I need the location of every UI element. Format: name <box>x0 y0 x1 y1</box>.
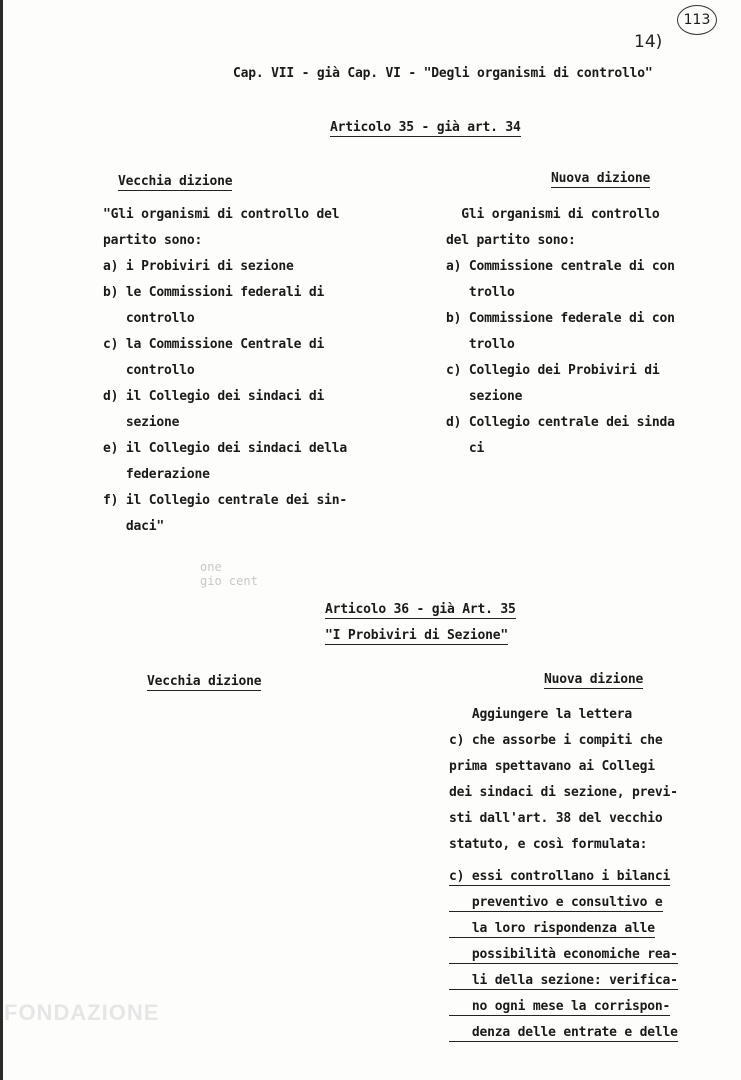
article36-quoted-line: c) essi controllano i bilanci <box>449 869 671 884</box>
article35-old-line: partito sono: <box>103 233 203 248</box>
article36-quoted-line: possibilità economiche rea- <box>449 947 678 962</box>
article36-intro-line: statuto, e così formulata: <box>449 837 648 852</box>
article36-intro-line: prima spettavano ai Collegi <box>449 759 655 774</box>
article36-title: Articolo 36 - già Art. 35 <box>325 602 516 617</box>
article35-old-line: f) il Collegio centrale dei sin- <box>103 493 348 508</box>
article35-old-line: b) le Commissioni federali di <box>103 285 325 300</box>
scan-edge <box>0 0 3 1080</box>
article35-new-label: Nuova dizione <box>551 171 651 186</box>
article35-new-line: d) Collegio centrale dei sinda <box>446 415 675 430</box>
article36-quoted-line: la loro rispondenza alle <box>449 921 655 936</box>
article35-new-line: del partito sono: <box>446 233 576 248</box>
article35-old-line: a) i Probiviri di sezione <box>103 259 294 274</box>
article35-new-line: Gli organismi di controllo <box>446 207 660 222</box>
article36-old-label: Vecchia dizione <box>147 674 262 689</box>
show-through-marks: one gio cent <box>200 560 258 588</box>
article36-quoted-line: preventivo e consultivo e <box>449 895 663 910</box>
article35-new-line: trollo <box>446 337 515 352</box>
article36-intro-line: sti dall'art. 38 del vecchio <box>449 811 663 826</box>
article35-new-line: a) Commissione centrale di con <box>446 259 675 274</box>
article35-old-line: e) il Collegio dei sindaci della <box>103 441 348 456</box>
article36-quoted-line: li della sezione: verifica- <box>449 973 678 988</box>
article36-quoted-line: no ogni mese la corrispon- <box>449 999 671 1014</box>
article36-intro-line: c) che assorbe i compiti che <box>449 733 663 748</box>
article35-new-line: sezione <box>446 389 523 404</box>
article35-old-line: controllo <box>103 311 195 326</box>
article35-old-line: controllo <box>103 363 195 378</box>
article35-old-line: daci" <box>103 519 165 534</box>
article35-old-line: "Gli organismi di controllo del <box>103 207 340 222</box>
article35-old-line: d) il Collegio dei sindaci di <box>103 389 325 404</box>
handwritten-page-number: 14) <box>634 32 663 52</box>
article35-new-line: trollo <box>446 285 515 300</box>
page-number-stamp: 113 <box>677 5 717 35</box>
article35-old-line: c) la Commissione Centrale di <box>103 337 325 352</box>
article35-new-line: c) Collegio dei Probiviri di <box>446 363 660 378</box>
article36-new-label: Nuova dizione <box>544 672 644 687</box>
chapter-heading: Cap. VII - già Cap. VI - "Degli organismi di controllo" <box>233 66 653 81</box>
article36-subtitle: "I Probiviri di Sezione" <box>325 628 509 643</box>
article35-old-label: Vecchia dizione <box>118 174 233 189</box>
article35-new-line: b) Commissione federale di con <box>446 311 675 326</box>
article35-old-line: sezione <box>103 415 180 430</box>
article36-intro-line: dei sindaci di sezione, previ- <box>449 785 678 800</box>
article36-intro-line: Aggiungere la lettera <box>449 707 633 722</box>
article36-quoted-line: denza delle entrate e delle <box>449 1025 678 1040</box>
archive-watermark: FONDAZIONE <box>4 1000 160 1025</box>
article35-old-line: federazione <box>103 467 210 482</box>
article35-title: Articolo 35 - già art. 34 <box>330 120 521 135</box>
article35-new-line: ci <box>446 441 485 456</box>
